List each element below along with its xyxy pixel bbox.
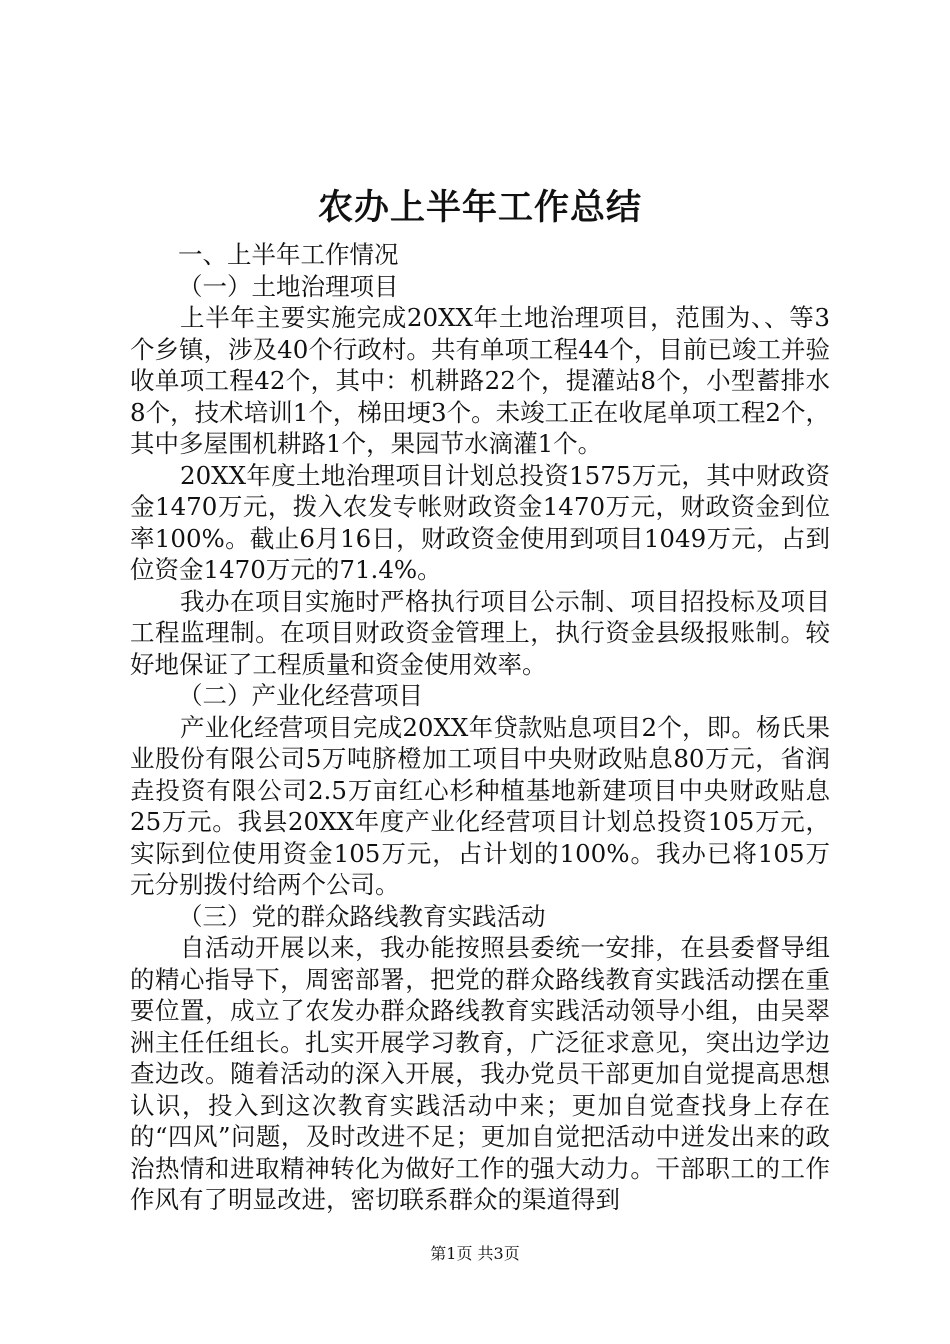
document-body: [130, 239, 830, 1216]
subsection-heading: （二）产业化经营项目: [178, 681, 423, 710]
document-title: 农办上半年工作总结: [317, 188, 642, 228]
body-paragraph: 我办在项目实施时严格执行项目公示制、项目招投标及项目工程监理制。在项目财政资金管理上，执行资金县级报账制。较好地保证了工程质量和资金使用效率。: [130, 586, 830, 679]
subsection-heading: （一）土地治理项目: [178, 271, 399, 301]
document-page: [130, 183, 830, 1216]
page-footer: [0, 1244, 950, 1264]
body-paragraph: 自活动开展以来，我办能按照县委统一安排，在县委督导组的精心指导下，周密部署，把党的群众路线教育实践活动摆在重要位置，成立了农发办群众路线教育实践活动领导小组，由吴翠洲主任任组长。扎实开展学习教育，广泛征求意见，突出边学边查边改。随着活动的深入开展，我办党员干部更加自觉提高思想认识，投入到这次教育实践活动中来；更加自觉查找身上存在的“四风”问题，及时改进不足；更加自觉把活动中迸发出来的政治热情和进取精神转化为做好工作的强大动力。干部职工的工作作风有了明显改进，密切联系群众的渠道得到: [130, 933, 830, 1214]
body-paragraph: 20XX年度土地治理项目计划总投资1575万元，其中财政资金1470万元，拨入农发专帐财政资金1470万元，财政资金到位率100%。截止6月16日，财政资金使用到项目1049万元，占到位资金1470万元的71.4%。: [130, 460, 830, 584]
body-paragraph: 产业化经营项目完成20XX年贷款贴息项目2个，即。杨氏果业股份有限公司5万吨脐橙加工项目中央财政贴息80万元，省润垚投资有限公司2.5万亩红心杉种植基地新建项目中央财政贴息25万元。我县20XX年度产业化经营项目计划总投资105万元，实际到位使用资金105万元，占计划的100%。我办已将105万元分别拨付给两个公司。: [130, 712, 830, 899]
section-heading: 一、上半年工作情况: [178, 240, 399, 269]
body-paragraph: 上半年主要实施完成20XX年土地治理项目，范围为、、等3个乡镇，涉及40个行政村。共有单项工程44个，目前已竣工并验收单项工程42个，其中：机耕路22个，提灌站8个，小型蓄排水8个，技术培训1个，梯田埂3个。未竣工正在收尾单项工程2个，其中多屋围机耕路1个，果园节水滴灌1个。: [130, 303, 830, 458]
page-number: 第1页 共3页: [430, 1244, 520, 1263]
subsection-heading: （三）党的群众路线教育实践活动: [178, 901, 546, 931]
